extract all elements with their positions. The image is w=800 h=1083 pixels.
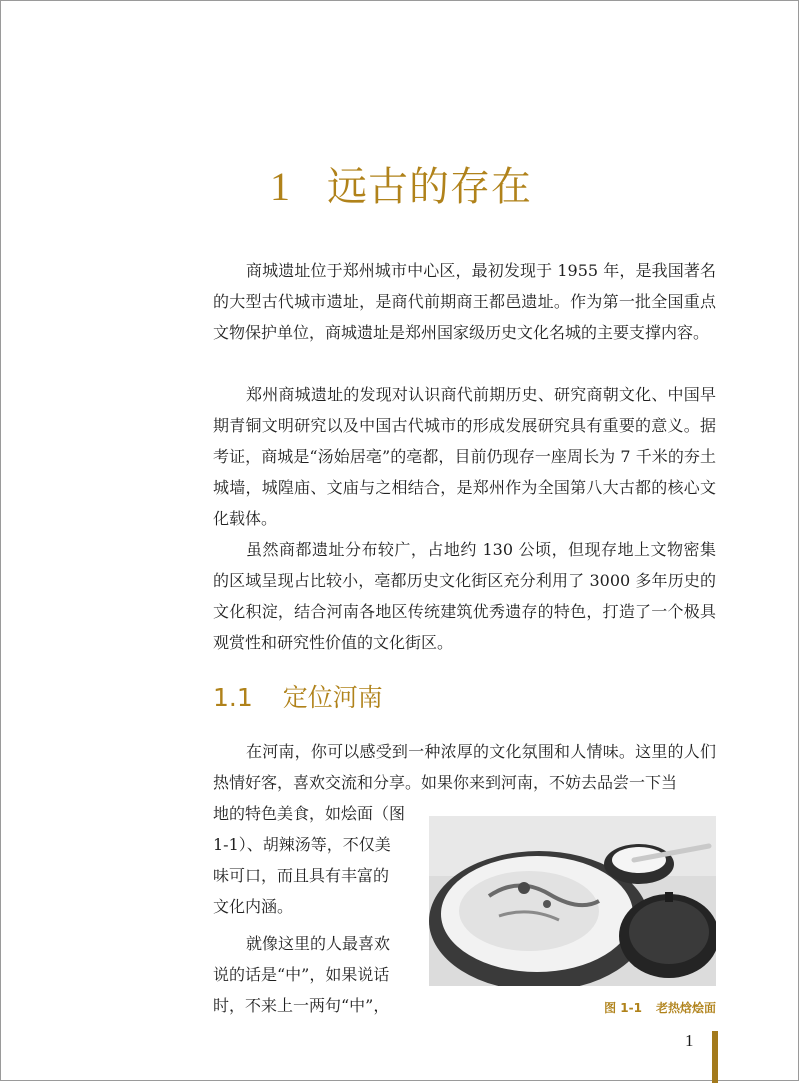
body-paragraph-2: 郑州商城遗址的发现对认识商代前期历史、研究商朝文化、中国早期青铜文明研究以及中国古代城市的形成发展研究具有重要的意义。据考证，商城是“汤始居亳”的亳都，目前仍现存一座周长为 7 千米的夯土城墙，城隍庙、文庙与之相结合，是郑州作为全国第八大古都的核心文化载体。 [213,385,716,528]
wrap-line-2: 1-1）、胡辣汤等，不仅美 [213,835,391,854]
figure-caption-text: 老热焓烩面 [655,1001,716,1015]
section-title: 定位河南 [282,683,383,712]
wrap-line-5: 就像这里的人最喜欢 [246,934,391,953]
noodle-bowl-illustration [429,816,716,986]
body-paragraph-3: 虽然商都遗址分布较广，占地约 130 公顷，但现存地上文物密集的区域呈现占比较小，亳都历史文化街区充分利用了 3000 多年历史的文化积淀，结合河南各地区传统建筑优秀遗存的特色，打造了一个极具观赏性和研究性价值的文化街区。 [213,540,716,652]
wrap-line-1: 地的特色美食，如烩面（图 [213,804,406,823]
section-heading [213,685,383,710]
section-paragraph: 在河南，你可以感受到一种浓厚的文化氛围和人情味。这里的人们热情好客，喜欢交流和分享。如果你来到河南，不妨去品尝一下当 [213,742,716,792]
noodle-photo [429,816,716,986]
wrap-line-4: 文化内涵。 [213,897,294,916]
figure-caption [429,999,716,1016]
section-number: 1.1 [213,683,253,712]
wrap-line-3: 味可口，而且具有丰富的 [213,866,390,885]
folio-bar [712,1031,718,1083]
body-paragraph-1: 商城遗址位于郑州城市中心区，最初发现于 1955 年，是我国著名的大型古代城市遗址，是商代前期商王都邑遗址。作为第一批全国重点文物保护单位，商城遗址是郑州国家级历史文化名城的主要支撑内容。 [213,261,716,342]
page-number: 1 [685,1031,694,1050]
figure-label: 图 1-1 [604,1001,642,1015]
chapter-number: 1 [270,164,291,209]
wrap-line-7: 时，不来上一两句“中”， [213,996,390,1015]
chapter-title-text: 远古的存在 [327,164,532,210]
wrap-line-6: 说的话是“中”，如果说话 [213,965,390,984]
chapter-title [1,164,800,210]
